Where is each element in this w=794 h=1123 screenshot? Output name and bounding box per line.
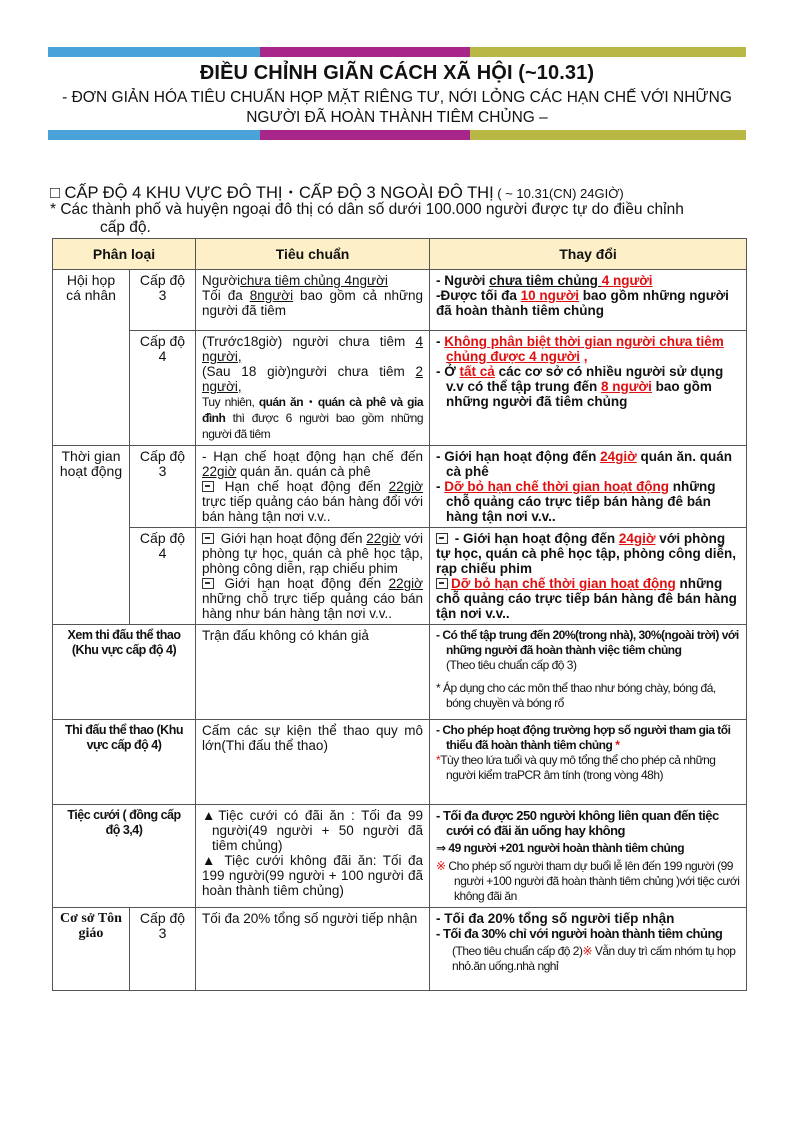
text: * bbox=[436, 753, 441, 767]
text: 4 người bbox=[601, 273, 653, 288]
text: - Ở bbox=[436, 364, 460, 379]
text: thì được 6 người bao gồm những người đã tiêm bbox=[202, 411, 424, 441]
text: bao gồm cả những người đã tiêm bbox=[202, 288, 424, 318]
text: - Có thể tập trung đến 20%(trong nhà), 30%(ngoài trời) với những người đã hoàn thành việc tiêm chủng bbox=[436, 628, 739, 657]
band-segment-blue bbox=[48, 130, 260, 140]
text: Tối đa bbox=[202, 288, 250, 303]
table-row bbox=[53, 908, 747, 991]
text: 22giờ bbox=[388, 576, 424, 591]
category-wedding: Tiệc cưới ( đồng cấp độ 3,4) bbox=[53, 805, 196, 908]
section-heading-date: ( ~ 10.31(CN) 24GIỜ) bbox=[493, 186, 624, 201]
header-change: Thay đổi bbox=[430, 239, 747, 270]
text: 4 người, bbox=[202, 334, 424, 364]
text: Không phân biệt thời gian người chưa tiêm chủng được 4 người bbox=[444, 334, 724, 364]
section-heading-main: □ CẤP ĐỘ 4 KHU VỰC ĐÔ THỊ・CẤP ĐỘ 3 NGOÀI ĐÔ THỊ bbox=[50, 184, 494, 202]
text: những chỗ quảng cáo trực tiếp bán hàng đê bán hàng tận nơi v.v.. bbox=[446, 479, 716, 524]
change-cell bbox=[430, 720, 747, 805]
note-line-1: * Các thành phố và huyện ngoại đô thị có dân số dưới 100.000 người được tự do điều chỉnh bbox=[50, 201, 684, 218]
text: 24giờ bbox=[618, 531, 656, 546]
change-cell bbox=[430, 270, 747, 331]
text: Giới hạn hoạt động đến bbox=[217, 531, 367, 546]
checkbox-icon bbox=[436, 578, 448, 589]
section-heading bbox=[50, 179, 624, 203]
standard-cell bbox=[196, 528, 430, 625]
checkbox-icon bbox=[202, 578, 214, 589]
text: Cho phép số người tham dự buổi lễ lên đến 199 người (99 người +100 người đã hoàn thành tiêm chủng )với tiệc cưới không đãi ăn bbox=[448, 859, 740, 903]
text: chưa tiêm chủng bbox=[489, 273, 602, 288]
category-watch-sports: Xem thi đấu thể thao (Khu vực cấp độ 4) bbox=[53, 625, 196, 720]
level-cell: Cấp độ 3 bbox=[130, 446, 196, 528]
text: (Theo tiêu chuẩn cấp độ 3) bbox=[446, 658, 577, 672]
page-title: ĐIỀU CHỈNH GIÃN CÁCH XÃ HỘI (~10.31) bbox=[199, 62, 595, 84]
checkbox-icon bbox=[202, 533, 214, 544]
standard-cell bbox=[196, 446, 430, 528]
text: - Giới hạn hoạt động đến bbox=[436, 449, 601, 464]
text: (Sau 18 giờ)người chưa tiêm bbox=[202, 364, 416, 379]
change-cell bbox=[430, 446, 747, 528]
top-color-band bbox=[48, 47, 746, 57]
table-row bbox=[53, 270, 747, 331]
text: - bbox=[436, 479, 445, 494]
text: Người bbox=[202, 273, 241, 288]
change-cell bbox=[430, 331, 747, 446]
note-line-2: cấp độ. bbox=[100, 219, 151, 236]
band-segment-purple bbox=[260, 130, 470, 140]
standard-cell: Cấm các sự kiện thể thao quy mô lớn(Thi đấu thể thao) bbox=[196, 720, 430, 805]
category-gathering: Hội họp cá nhân bbox=[53, 270, 130, 446]
text: -Được tối đa bbox=[436, 288, 521, 303]
level-cell: Cấp độ 4 bbox=[130, 331, 196, 446]
text: * Áp dụng cho các môn thể thao như bóng chày, bóng đá, bóng chuyền và bóng rổ bbox=[436, 681, 716, 710]
text: (Theo tiêu chuẩn cấp độ 2) bbox=[452, 944, 583, 958]
subtitle-line-1: - ĐƠN GIẢN HÓA TIÊU CHUẨN HỌP MẶT RIÊNG TƯ, NỚI LỎNG CÁC HẠN CHẾ VỚI NHỮNG bbox=[62, 89, 732, 106]
text: bao gồm những người đã tiêm chủng bbox=[446, 379, 712, 409]
subtitle-line-2: NGƯỜI ĐÃ HOÀN THÀNH TIÊM CHỦNG – bbox=[246, 109, 548, 126]
standard-cell: Tối đa 20% tổng số người tiếp nhận bbox=[196, 908, 430, 991]
table-row bbox=[53, 446, 747, 528]
text: quán ăn. quán cà phê bbox=[236, 464, 371, 479]
bottom-color-band bbox=[48, 130, 746, 140]
table-row bbox=[53, 720, 747, 805]
text: - Tối đa được 250 người không liên quan đến tiệc cưới có đãi ăn uống hay không bbox=[436, 808, 719, 838]
text: - Hạn chế hoạt động hạn chế đến bbox=[202, 449, 424, 464]
text: 4người bbox=[344, 273, 388, 288]
text: Hạn chế hoạt động đến bbox=[217, 479, 389, 494]
text: - Giới hạn hoạt động đến bbox=[451, 531, 619, 546]
text: 24giờ bbox=[600, 449, 637, 464]
text: - Cho phép hoạt động trường hợp số người tham gia tối thiểu đã hoàn thành tiêm chủng bbox=[436, 723, 731, 752]
level-cell: Cấp độ 3 bbox=[130, 908, 196, 991]
text: các cơ sở có nhiều người sử dụng v.v có thể tập trung đến bbox=[446, 364, 724, 394]
category-religion: Cơ sở Tôn giáo bbox=[53, 908, 130, 991]
table-header-row bbox=[53, 239, 747, 270]
table-row bbox=[53, 625, 747, 720]
text: Giới hạn hoạt động đến bbox=[217, 576, 389, 591]
header-standard: Tiêu chuẩn bbox=[196, 239, 430, 270]
text: chưa tiêm chủng bbox=[240, 273, 345, 288]
text: 8 người bbox=[601, 379, 652, 394]
text: , bbox=[580, 349, 588, 364]
text: 22giờ bbox=[202, 464, 237, 479]
standard-cell bbox=[196, 331, 430, 446]
level-cell: Cấp độ 4 bbox=[130, 528, 196, 625]
arrow-icon: ⇒ bbox=[436, 841, 449, 855]
text: - bbox=[436, 334, 445, 349]
text: tất cả bbox=[459, 364, 495, 379]
text: Tùy theo lứa tuổi và quy mô tổng thể cho phép cả những người kiểm traPCR âm tính (trong vòng 48h) bbox=[440, 753, 716, 782]
text: - Tối đa 30% chỉ với người hoàn thành tiêm chủng bbox=[436, 926, 723, 941]
text: 8người bbox=[249, 288, 294, 303]
table-row bbox=[53, 528, 747, 625]
text: - Tối đa 20% tổng số người tiếp nhận bbox=[436, 911, 675, 926]
change-cell bbox=[430, 625, 747, 720]
band-segment-blue bbox=[48, 47, 260, 57]
text: (Trước18giờ) người chưa tiêm bbox=[202, 334, 416, 349]
text: với phòng tự học, quán cà phê học tập, phòng công diễn, rạp chiếu phim bbox=[202, 531, 424, 576]
checkbox-icon bbox=[202, 481, 214, 492]
text: 2 người, bbox=[202, 364, 424, 394]
text: ▲Tiệc cưới có đãi ăn : Tối đa 99 người(49 người + 50 người đã tiêm chủng) bbox=[202, 808, 424, 853]
section-note bbox=[50, 201, 750, 237]
band-segment-olive bbox=[470, 47, 746, 57]
category-hours: Thời gian hoạt động bbox=[53, 446, 130, 625]
band-segment-olive bbox=[470, 130, 746, 140]
change-cell bbox=[430, 528, 747, 625]
text: - Người bbox=[436, 273, 490, 288]
change-cell bbox=[430, 908, 747, 991]
text: Dỡ bỏ hạn chế thời gian hoạt động bbox=[451, 576, 676, 591]
text: ▲ Tiệc cưới không đãi ăn: Tối đa 199 người(99 người + 100 người đã hoàn thành tiêm chủng) bbox=[202, 853, 424, 898]
regulation-table bbox=[52, 238, 747, 991]
band-segment-purple bbox=[260, 47, 470, 57]
text: quán ăn・quán cà phê và gia đình bbox=[202, 395, 424, 425]
checkbox-icon bbox=[436, 533, 448, 544]
text: những chỗ trực tiếp quảng cáo bán hàng như bán hàng tận nơi v.v.. bbox=[202, 591, 424, 621]
page-subtitle bbox=[48, 88, 746, 128]
text: * bbox=[612, 738, 620, 752]
table-row bbox=[53, 331, 747, 446]
text: 22giờ bbox=[366, 531, 401, 546]
category-sports-event: Thi đấu thể thao (Khu vực cấp độ 4) bbox=[53, 720, 196, 805]
change-cell bbox=[430, 805, 747, 908]
reference-mark-icon: ※ bbox=[582, 944, 593, 958]
reference-mark-icon: ※ bbox=[436, 859, 449, 873]
text: với phòng tự học, quán cà phê học tập, phòng công diễn, rạp chiếu phim bbox=[436, 531, 737, 576]
table-row bbox=[53, 805, 747, 908]
text: quán ăn. quán cà phê bbox=[446, 449, 732, 479]
text: Dỡ bỏ hạn chế thời gian hoạt động bbox=[444, 479, 669, 494]
text: 10 người bbox=[520, 288, 580, 303]
text: trực tiếp quảng cáo bán hàng đổi với bán hàng tận nơi v.v.. bbox=[202, 494, 424, 524]
text: 22giờ bbox=[388, 479, 424, 494]
standard-cell bbox=[196, 805, 430, 908]
header-category: Phân loại bbox=[53, 239, 196, 270]
standard-cell: Trận đấu không có khán giả bbox=[196, 625, 430, 720]
text: Vẫn duy trì cấm nhóm tụ họp nhỏ.ăn uống.nhà nghỉ bbox=[452, 944, 736, 973]
text: 49 người +201 người hoàn thành tiêm chủng bbox=[448, 841, 685, 855]
text: những chỗ quảng cáo trực tiếp bán hàng đê bán hàng tận nơi v.v.. bbox=[436, 576, 737, 621]
text: Tuy nhiên, bbox=[202, 395, 259, 409]
text: bao gồm những người đã hoàn thành tiêm chủng bbox=[436, 288, 729, 318]
standard-cell bbox=[196, 270, 430, 331]
level-cell: Cấp độ 3 bbox=[130, 270, 196, 331]
